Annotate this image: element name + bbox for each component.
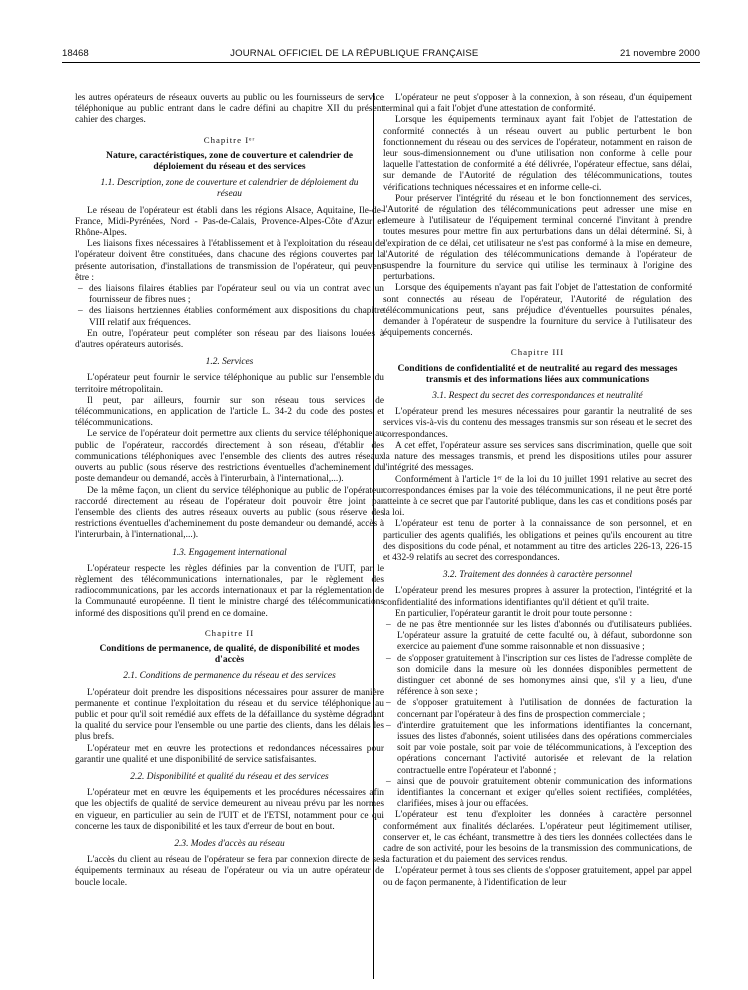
paragraph: Le réseau de l'opérateur est établi dans les régions Alsace, Aquitaine, Ile-de-France, Midi-Pyrénées, Nord - Pas-de-Calais, Provence-Alpes-Côte d'Azur et Rhône-Alpes. xyxy=(75,205,384,239)
paragraph: L'opérateur ne peut s'opposer à la connexion, à son réseau, d'un équipement terminal qui a fait l'objet d'une attestation de conformité. xyxy=(383,93,692,115)
list-item: – de s'opposer gratuitement à l'inscription sur ces listes de l'adresse complète de son domicile dans la mesure où les données disponibles permettent de distinguer cet abonné de ses homonymes ainsi que, s'il y a lieu, d'une référence à son sexe ; xyxy=(397,654,692,699)
paragraph: A cet effet, l'opérateur assure ses services sans discrimination, quelle que soit la nature des messages transmis, et prend les dispositions utiles pour assurer l'intégrité des messages. xyxy=(383,440,692,474)
section-2-1-title: 2.1. Conditions de permanence du réseau et des services xyxy=(123,671,336,682)
paragraph: Lorsque les équipements terminaux ayant fait l'objet de l'attestation de conformité connectés à un réseau ouvert au public perturbent le bon fonctionnement du réseau ou des services de l'opérateur, notamment en raison de leur sous-dimensionnement ou d'une utilisation non conforme à celle pour laquelle l'attestation de conformité a été délivrée, l'opérateur effectue, sans délai, sur demande de l'Autorité de régulation des télécommunications, toutes vérifications techniques nécessaires et en informe celle-ci. xyxy=(383,115,692,193)
paragraph: L'opérateur met en œuvre les équipements et les procédures nécessaires afin que les objectifs de qualité de service demeurent au niveau prévu par les normes en vigueur, en particulier au sein de l'UIT et de l'ETSI, notamment pour ce qui concerne les taux de disponibilité et les taux d'erreur de bout en bout. xyxy=(75,788,384,832)
chapter-3-title: Conditions de confidentialité et de neutralité au regard des messages transmis et des informations liées aux communications xyxy=(397,362,678,385)
paragraph: L'opérateur peut fournir le service téléphonique au public sur l'ensemble du territoire métropolitain. xyxy=(75,373,384,395)
paragraph: En outre, l'opérateur peut compléter son réseau par des liaisons louées à d'autres opérateurs autorisés. xyxy=(75,328,384,351)
section-1-1-title: 1.1. Description, zone de couverture et calendrier de déploiement du réseau xyxy=(100,178,359,200)
paragraph: Pour préserver l'intégrité du réseau et le bon fonctionnement des services, l'Autorité de régulation des télécommunications peut adresser une mise en demeure à l'utilisateur de l'équipement terminal concerné l'invitant à prendre toutes mesures pour mettre fin aux perturbations dans un délai déterminé. Si, à l'expiration de ce délai, cet utilisateur ne s'est pas conformé à la mise en demeure, l'Autorité de régulation des télécommunications demande à l'opérateur de suspendre la fourniture du service qui utilise les terminaux à l'origine des perturbations. xyxy=(383,193,692,283)
paragraph: L'opérateur prend les mesures nécessaires pour garantir la neutralité de ses services vis-à-vis du contenu des messages transmis sur son réseau et le secret des correspondances. xyxy=(383,407,692,440)
chapter-2-title: Conditions de permanence, de qualité, de disponibilité et modes d'accès xyxy=(99,642,360,666)
list-item: – de ne pas être mentionnée sur les listes d'abonnés ou d'utilisateurs publiées. L'opérateur assure la gratuité de cette faculté ou, à défaut, subordonne son exercice au paiement d'une somme raisonnable et non dissuasive ; xyxy=(397,620,692,654)
list-item: – d'interdire gratuitement que les informations identifiantes la concernant, issues des listes d'abonnés, soient utilisées dans des opérations commerciales soit par voie postale, soit par voie de télécommunications, à l'exception des opérations concernant l'activité autorisée et relevant de la relation contractuelle entre l'opérateur et l'abonné ; xyxy=(397,721,692,777)
section-3-1-title: 3.1. Respect du secret des correspondances et neutralité xyxy=(432,391,643,402)
paragraph: En particulier, l'opérateur garantit le droit pour toute personne : xyxy=(395,608,633,619)
chapter-1-label: Chapitre Iᵉʳ xyxy=(203,134,256,145)
section-1-3-title: 1.3. Engagement international xyxy=(172,547,287,558)
paragraph: L'opérateur respecte les règles définies par la convention de l'UIT, par le règlement des télécommunications internationales, par le règlement des radiocommunications, par les accords internationaux et par la réglementation de la Communauté européenne. Il tient le ministre chargé des télécommunications informé des dispositions qu'il prend en ce domaine. xyxy=(75,563,384,619)
paragraph: Les liaisons fixes nécessaires à l'établissement et à l'exploitation du réseau de l'opérateur doivent être constituées, dans chacune des régions couvertes par la présente autorisation, d'installations de transmission de l'opérateur, qui peuvent être : xyxy=(75,239,384,283)
paragraph: L'opérateur met en œuvre les protections et redondances nécessaires pour garantir une qualité et une disponibilité de service satisfaisantes. xyxy=(75,743,384,765)
intro-paragraph: les autres opérateurs de réseaux ouverts au public ou les fournisseurs de service téléphonique au public entrant dans le cadre défini au chapitre XII du présent cahier des charges. xyxy=(75,93,384,126)
journal-title: JOURNAL OFFICIEL DE LA RÉPUBLIQUE FRANÇAISE xyxy=(230,48,479,59)
paragraph: L'opérateur permet à tous ses clients de s'opposer gratuitement, appel par appel ou de façon permanente, à l'identification de leur xyxy=(383,866,692,888)
paragraph: Il peut, par ailleurs, fournir sur son réseau tous services de télécommunications, en application de l'article L. 34-2 du code des postes et télécommunications. xyxy=(75,395,384,429)
page-header xyxy=(62,43,700,63)
right-column xyxy=(383,93,692,889)
section-1-2-title: 1.2. Services xyxy=(205,357,254,368)
section-2-3-title: 2.3. Modes d'accès au réseau xyxy=(174,838,285,849)
paragraph: L'opérateur est tenu d'exploiter les données à caractère personnel conformément aux finalités déclarées. L'opérateur peut légitimement utiliser, conserver et, le cas échéant, transmettre à des tiers les données collectées dans le cadre de son activité, pour les besoins de la transmission des communications, de la facturation et du paiement des services rendus. xyxy=(383,810,692,866)
chapter-2-label: Chapitre II xyxy=(204,627,255,638)
paragraph: Lorsque des équipements n'ayant pas fait l'objet de l'attestation de conformité sont connectés au réseau de l'opérateur, l'Autorité de régulation des télécommunications peut, sans préjudice d'éventuelles poursuites pénales, demander à l'opérateur de suspendre la fourniture du service à l'utilisateur des équipements concernés. xyxy=(383,283,692,339)
issue-date: 21 novembre 2000 xyxy=(619,48,700,59)
paragraph: Conformément à l'article 1ᵉʳ de la loi du 10 juillet 1991 relative au secret des correspondances émises par la voie des télécommunications, il ne peut être porté atteinte à ce secret que par l'autorité publique, dans les cas et conditions posés par la loi. xyxy=(383,474,692,519)
paragraph: L'opérateur doit prendre les dispositions nécessaires pour assurer de manière permanente et continue l'exploitation du réseau et du service téléphonique au public et pour qu'il soit remédié aux effets de la défaillance du système dégradant la qualité du service pour l'ensemble ou une partie des clients, dans les délais les plus brefs. xyxy=(75,687,384,743)
section-2-2-title: 2.2. Disponibilité et qualité du réseau et des services xyxy=(130,771,329,782)
liaisons-list xyxy=(75,284,384,329)
section-3-2-title: 3.2. Traitement des données à caractère personnel xyxy=(442,570,633,581)
chapter-1-title: Nature, caractéristiques, zone de couverture et calendrier de déploiement du réseau et des services xyxy=(106,149,353,173)
left-column xyxy=(75,93,384,889)
paragraph: L'opérateur est tenu de porter à la connaissance de son personnel, et en particulier des agents qualifiés, les obligations et peines qu'ils encourent au titre des dispositions du code pénal, et notamment au titre des articles 226-13, 226-15 et 432-9 relatifs au secret des correspondances. xyxy=(383,519,692,563)
paragraph: L'accès du client au réseau de l'opérateur se fera par connexion directe de ses équipements terminaux au réseau de l'opérateur ou via un autre opérateur de boucle locale. xyxy=(75,855,384,888)
page-number: 18468 xyxy=(62,48,89,59)
chapter-3-label: Chapitre III xyxy=(510,347,565,358)
list-item: – des liaisons hertziennes établies conformément aux dispositions du chapitre VIII relatif aux fréquences. xyxy=(89,306,384,328)
paragraph: Le service de l'opérateur doit permettre aux clients du service téléphonique au public de l'opérateur, raccordés directement à son réseau, d'établir des communications téléphoniques avec l'ensemble des clients des autres réseaux ouverts au public (sous réserve des restrictions éventuelles d'acheminement du poste demandeur ou demandé, accès à l'interurbain, à l'international,...). xyxy=(75,429,384,485)
list-item: – ainsi que de pouvoir gratuitement obtenir communication des informations identifiantes la concernant et exiger qu'elles soient rectifiées, complétées, clarifiées, mises à jour ou effacées. xyxy=(397,777,692,811)
paragraph: De la même façon, un client du service téléphonique au public de l'opérateur raccordé directement au réseau de l'opérateur doit pouvoir être joint par l'ensemble des clients des autres réseaux ouverts au public (sous réserve des restrictions éventuelles d'acheminement du poste demandeur ou demandé, accès à l'interurbain, à l'international,...). xyxy=(75,485,384,541)
list-item: – des liaisons filaires établies par l'opérateur seul ou via un contrat avec un fournisseur de fibres nues ; xyxy=(89,284,384,306)
paragraph: L'opérateur prend les mesures propres à assurer la protection, l'intégrité et la confidentialité des informations identifiantes qu'il détient et qu'il traite. xyxy=(383,586,692,608)
rights-list xyxy=(383,620,692,810)
list-item: – de s'opposer gratuitement à l'utilisation de données de facturation la concernant par l'opérateur à des fins de prospection commerciale ; xyxy=(397,698,692,720)
